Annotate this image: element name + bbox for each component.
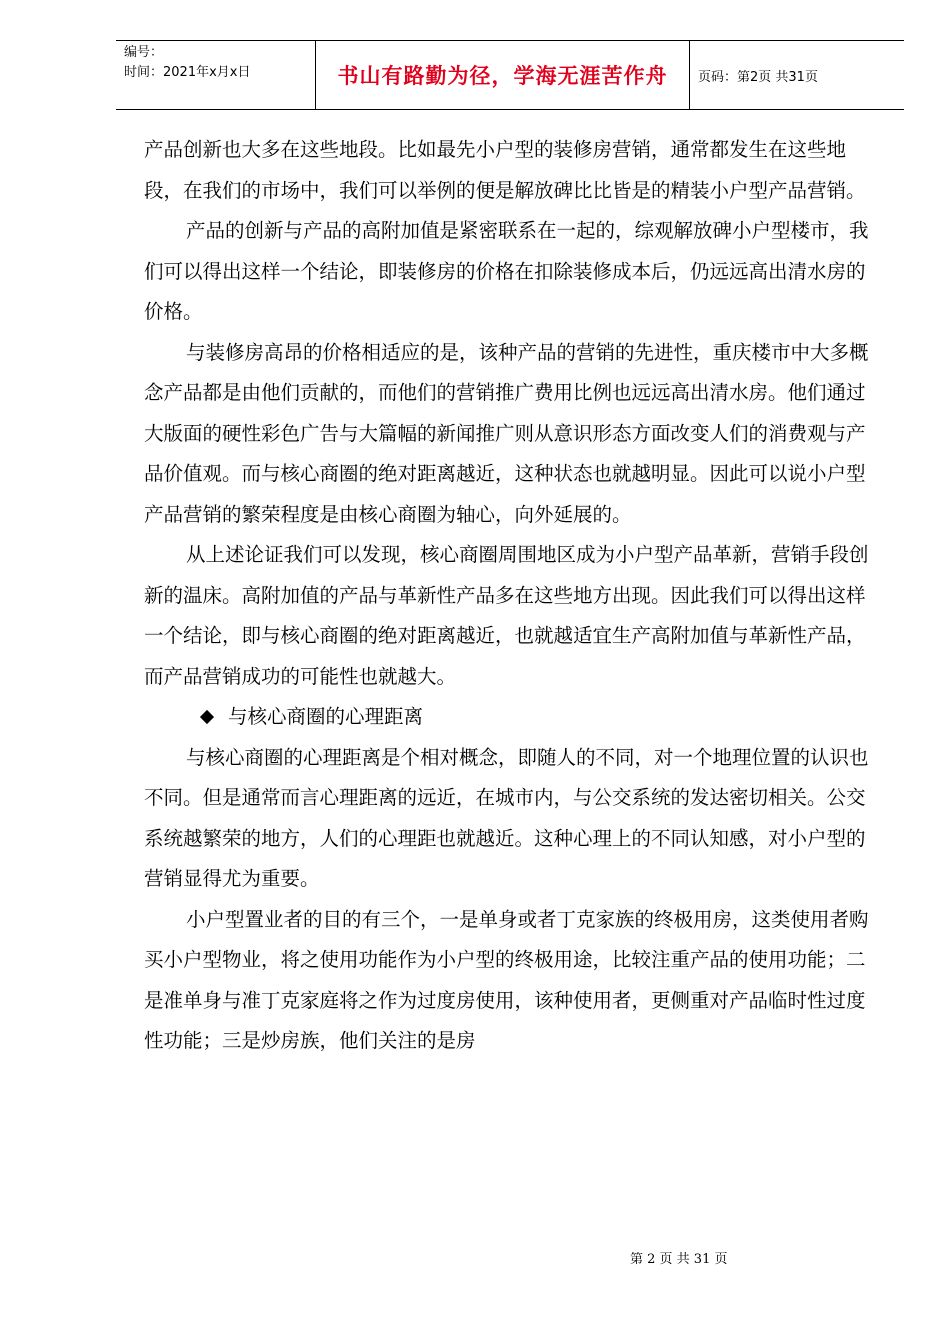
diamond-bullet-icon [200,710,214,724]
bullet-heading [144,697,874,738]
paragraph: 与装修房高昂的价格相适应的是，该种产品的营销的先进性，重庆楼市中大多概念产品都是由他们贡献的，而他们的营销推广费用比例也远远高出清水房。他们通过大版面的硬性彩色广告与大篇幅的新闻推广则从意识形态方面改变人们的消费观与产品价值观。而与核心商圈的绝对距离越近，这种状态也就越明显。因此可以说小户型产品营销的繁荣程度是由核心商圈为轴心，向外延展的。 [144,340,869,526]
header-page-info: 页码：第2页 共31页 [698,69,818,85]
paragraph: 产品创新也大多在这些地段。比如最先小户型的装修房营销，通常都发生在这些地段，在我们的市场中，我们可以举例的便是解放碑比比皆是的精装小户型产品营销。 [144,138,866,202]
paragraph: 产品的创新与产品的高附加值是紧密联系在一起的，综观解放碑小户型楼市，我们可以得出这样一个结论，即装修房的价格在扣除装修成本后，仍远远高出清水房的价格。 [144,219,869,323]
bullet-heading-text: 与核心商圈的心理距离 [228,705,424,728]
page-footer: 第 2 页 共 31 页 [630,1252,728,1267]
time-label: 时间：2021年x月x日 [124,65,251,80]
header-motto: 书山有路勤为径，学海无涯苦作舟 [316,41,690,109]
document-body [144,130,874,1062]
paragraph: 与核心商圈的心理距离是个相对概念，即随人的不同，对一个地理位置的认识也不同。但是通常而言心理距离的远近，在城市内，与公交系统的发达密切相关。公交系统越繁荣的地方，人们的心理距也就越近。这种心理上的不同认知感，对小户型的营销显得尤为重要。 [144,745,869,890]
paragraph: 小户型置业者的目的有三个，一是单身或者丁克家族的终极用房，这类使用者购买小户型物业，将之使用功能作为小户型的终极用途，比较注重产品的使用功能；二是准单身与准丁克家庭将之作为过度房使用，该种使用者，更侧重对产品临时性过度性功能；三是炒房族，他们关注的是房 [144,907,869,1052]
number-label: 编号： [124,45,164,60]
paragraph: 从上述论证我们可以发现，核心商圈周围地区成为小户型产品革新，营销手段创新的温床。高附加值的产品与革新性产品多在这些地方出现。因此我们可以得出这样一个结论，即与核心商圈的绝对距离越近，也就越适宜生产高附加值与革新性产品，而产品营销成功的可能性也就越大。 [144,543,869,688]
page-header [116,40,904,110]
header-meta [116,41,316,109]
